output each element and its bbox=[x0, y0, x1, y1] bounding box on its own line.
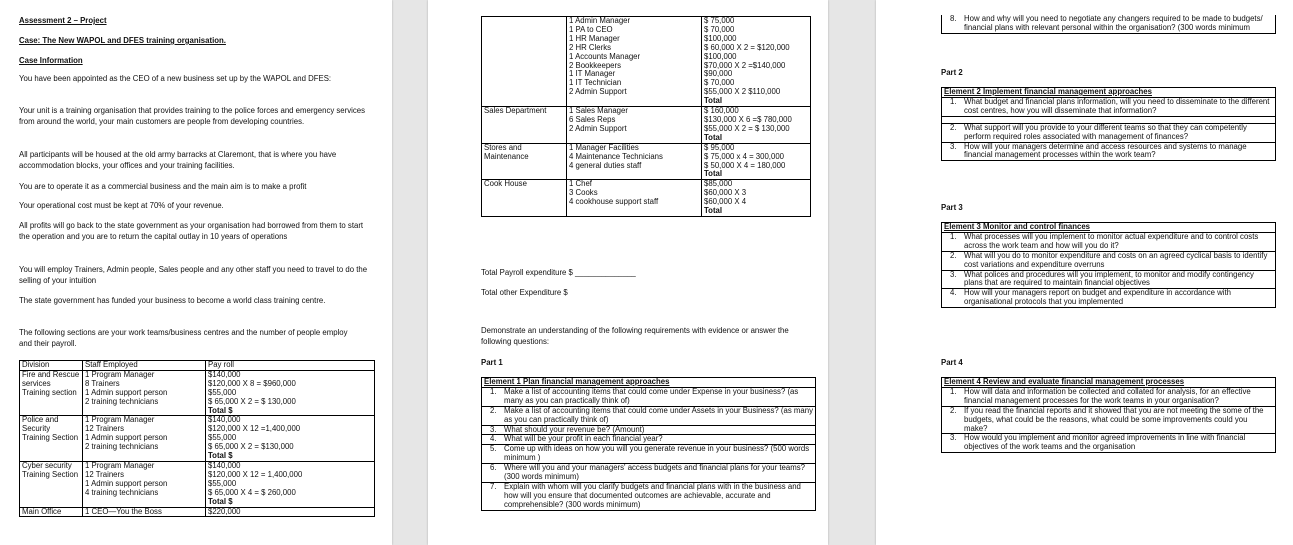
staff-cell: 1 CEO—You the Boss bbox=[83, 507, 206, 517]
question-item: 4. How will your managers report on budget and expenditure in accordance with organisational protocols that you implemented bbox=[950, 288, 1231, 307]
table-row bbox=[482, 143, 811, 180]
question-item: 5. Come up with ideas on how you will you generate revenue in your business? (500 words minimum ) bbox=[482, 445, 815, 464]
paragraph: You have been appointed as the CEO of a new business set up by the WAPOL and DFES: bbox=[19, 74, 332, 83]
question-item: 1. How will data and information be collected and collated for analysis, for an effective financial management processes for the work teams in your organisation? bbox=[942, 388, 1275, 407]
total-payroll-line: Total Payroll expenditure $ ______________ bbox=[481, 268, 636, 277]
payroll-cell: $140,000 $120,000 X 8 = $960,000 $55,000 $ 65,000 X 2 = $ 130,000 Total $ bbox=[206, 370, 375, 416]
table-row bbox=[482, 17, 811, 107]
question-8-box bbox=[941, 15, 1276, 34]
payroll-cell: $140,000 $120,000 X 12 =1,400,000 $55,000 $ 65,000 X 2 = $130,000 Total $ bbox=[206, 416, 375, 462]
division-cell: Cook House bbox=[482, 180, 567, 217]
paragraph: Your unit is a training organisation that provides training to the police forces and emergency services from around the world, your main customers are people from developing countries. bbox=[19, 106, 366, 126]
payroll-table bbox=[19, 360, 375, 517]
question-item: 8. How and why will you need to negotiate any changers required to be made to budgets/ financial plans with relevant personal within the organisation? (300 words minimum bbox=[950, 14, 1263, 32]
question-item: 2. What support will you provide to your different teams so that they can competently perform required roles associated with management of finances? bbox=[942, 123, 1275, 143]
total-other-expenditure-line: Total other Expenditure $ bbox=[481, 288, 568, 297]
paragraph: All participants will be housed at the old army barracks at Claremont, that is where you have accommodation blocks, your offices and your training facilities. bbox=[19, 150, 337, 170]
table-row bbox=[482, 180, 811, 217]
table-row bbox=[482, 107, 811, 144]
question-item: 4. What will be your profit in each financial year? bbox=[482, 435, 815, 445]
payroll-cell: $85,000 $60,000 X 3 $60,000 X 4 Total bbox=[702, 180, 811, 217]
table-row bbox=[20, 507, 375, 517]
division-cell: Main Office bbox=[20, 507, 83, 517]
document-page-1 bbox=[0, 0, 392, 545]
question-item: 1. Make a list of accounting items that could come under Expense in your business? (as many as you can practically think of) bbox=[482, 388, 815, 407]
payroll-cell: $ 95,000 $ 75,000 x 4 = 300,000 $ 50,000 X 4 = 180,000 Total bbox=[702, 143, 811, 180]
element2-box bbox=[941, 87, 1276, 161]
element3-box bbox=[941, 222, 1276, 308]
part2-heading: Part 2 bbox=[941, 68, 963, 77]
division-cell: Police and Security Training Section bbox=[20, 416, 83, 462]
question-item: 3. How would you implement and monitor agreed improvements in line with financial objectives of the work teams and the organisation bbox=[950, 433, 1246, 452]
question-item: 3. What polices and procedures will you implement, to monitor and modify contingency plans that are required to maintain financial objectives bbox=[942, 271, 1275, 290]
division-cell: Sales Department bbox=[482, 107, 567, 144]
question-item: 2. What will you do to monitor expenditure and costs on an agreed cyclical basis to identify cost variations and expenditure overruns bbox=[942, 252, 1275, 271]
element4-box bbox=[941, 377, 1276, 453]
paragraph: All profits will go back to the state government as your organisation had borrowed from them to start the operation and you are to return the capital outlay in 10 years of operations bbox=[19, 221, 364, 241]
question-item: 3. What should your revenue be? (Amount) bbox=[482, 426, 815, 436]
division-cell: Fire and Rescue services Training section bbox=[20, 370, 83, 416]
table-header-row bbox=[20, 361, 375, 371]
payroll-cell: $220,000 bbox=[206, 507, 375, 517]
staff-cell: 1 Program Manager 8 Trainers 1 Admin support person 2 training technicians bbox=[83, 370, 206, 416]
payroll-cell: $ 75,000 $ 70,000 $100,000 $ 60,000 X 2 = $120,000 $100,000 $70,000 X 2 =$140,000 $90,000 $ 70,000 $55,000 X 2 $110,000 Total bbox=[702, 17, 811, 107]
question-item: 3. How will your managers determine and access resources and systems to manage financial management processes within the work team? bbox=[950, 141, 1247, 160]
element4-heading: Element 4 Review and evaluate financial management processes bbox=[942, 378, 1275, 388]
staff-cell: 1 Manager Facilities 4 Maintenance Technicians 4 general duties staff bbox=[567, 143, 702, 180]
question-item: 7. Explain with whom will you clarify budgets and financial plans with in the business and how will you ensure that documented outcomes are achievable, accurate and comprehensible? (300 words minimum) bbox=[490, 481, 801, 509]
part3-heading: Part 3 bbox=[941, 203, 963, 212]
staff-cell: 1 Program Manager 12 Trainers 1 Admin support person 4 training technicians bbox=[83, 461, 206, 507]
paragraph: You are to operate it as a commercial business and the main aim is to make a profit bbox=[19, 182, 307, 191]
division-cell bbox=[482, 17, 567, 107]
header-division: Division bbox=[20, 361, 83, 371]
part1-heading: Part 1 bbox=[481, 358, 503, 367]
paragraph: You will employ Trainers, Admin people, Sales people and any other staff you need to travel to do the selling of your intuition bbox=[19, 265, 368, 285]
payroll-cell: $140,000 $120,000 X 12 = 1,400,000 $55,000 $ 65,000 X 4 = $ 260,000 Total $ bbox=[206, 461, 375, 507]
question-item: 1. What budget and financial plans information, will you need to disseminate to the different cost centres, how you will disseminate that information? bbox=[942, 98, 1275, 117]
question-item: 1. What processes will you implement to monitor actual expenditure and to control costs across the work team and how will you do it? bbox=[942, 233, 1275, 252]
element1-heading: Element 1 Plan financial management approaches bbox=[482, 378, 815, 388]
table-row bbox=[20, 461, 375, 507]
division-cell: Stores and Maintenance bbox=[482, 143, 567, 180]
case-info-heading: Case Information bbox=[19, 56, 83, 65]
header-staff: Staff Employed bbox=[83, 361, 206, 371]
paragraph: The following sections are your work teams/business centres and the number of people employ and their payroll. bbox=[19, 328, 348, 348]
element3-heading: Element 3 Monitor and control finances bbox=[942, 223, 1275, 233]
table-row bbox=[20, 370, 375, 416]
question-item: 2. If you read the financial reports and it showed that you are not meeting the some of the budgets, what could be the reasons, what could be some improvements could you make? bbox=[942, 407, 1275, 435]
page-title: Assessment 2 – Project bbox=[19, 16, 107, 25]
paragraph: Your operational cost must be kept at 70% of your revenue. bbox=[19, 201, 224, 210]
element1-box bbox=[481, 377, 816, 511]
document-page-2 bbox=[428, 0, 828, 545]
instructions-paragraph: Demonstrate an understanding of the following requirements with evidence or answer the following questions: bbox=[481, 326, 789, 346]
element2-heading: Element 2 Implement financial management approaches bbox=[942, 88, 1275, 98]
question-item: 2. Make a list of accounting items that could come under Assets in your Business? (as many as you can practically think of) bbox=[482, 407, 815, 426]
table-row bbox=[20, 416, 375, 462]
paragraph: The state government has funded your business to become a world class training centre. bbox=[19, 296, 326, 305]
document-page-3 bbox=[876, 0, 1293, 545]
division-cell: Cyber security Training Section bbox=[20, 461, 83, 507]
question-item: 6. Where will you and your managers' access budgets and financial plans for your teams? (300 words minimum) bbox=[482, 464, 815, 483]
case-title: Case: The New WAPOL and DFES training organisation. bbox=[19, 36, 226, 45]
staff-cell: 1 Chef 3 Cooks 4 cookhouse support staff bbox=[567, 180, 702, 217]
header-payroll: Pay roll bbox=[206, 361, 375, 371]
staff-cell: 1 Sales Manager 6 Sales Reps 2 Admin Support bbox=[567, 107, 702, 144]
staff-cell: 1 Admin Manager 1 PA to CEO 1 HR Manager 2 HR Clerks 1 Accounts Manager 2 Bookkeepers 1 IT Manager 1 IT Technician 2 Admin Support bbox=[567, 17, 702, 107]
staff-cell: 1 Program Manager 12 Trainers 1 Admin support person 2 training technicians bbox=[83, 416, 206, 462]
payroll-table-continued bbox=[481, 16, 811, 217]
payroll-cell: $ 160,000 $130,000 X 6 =$ 780,000 $55,000 X 2 = $ 130,000 Total bbox=[702, 107, 811, 144]
part4-heading: Part 4 bbox=[941, 358, 963, 367]
